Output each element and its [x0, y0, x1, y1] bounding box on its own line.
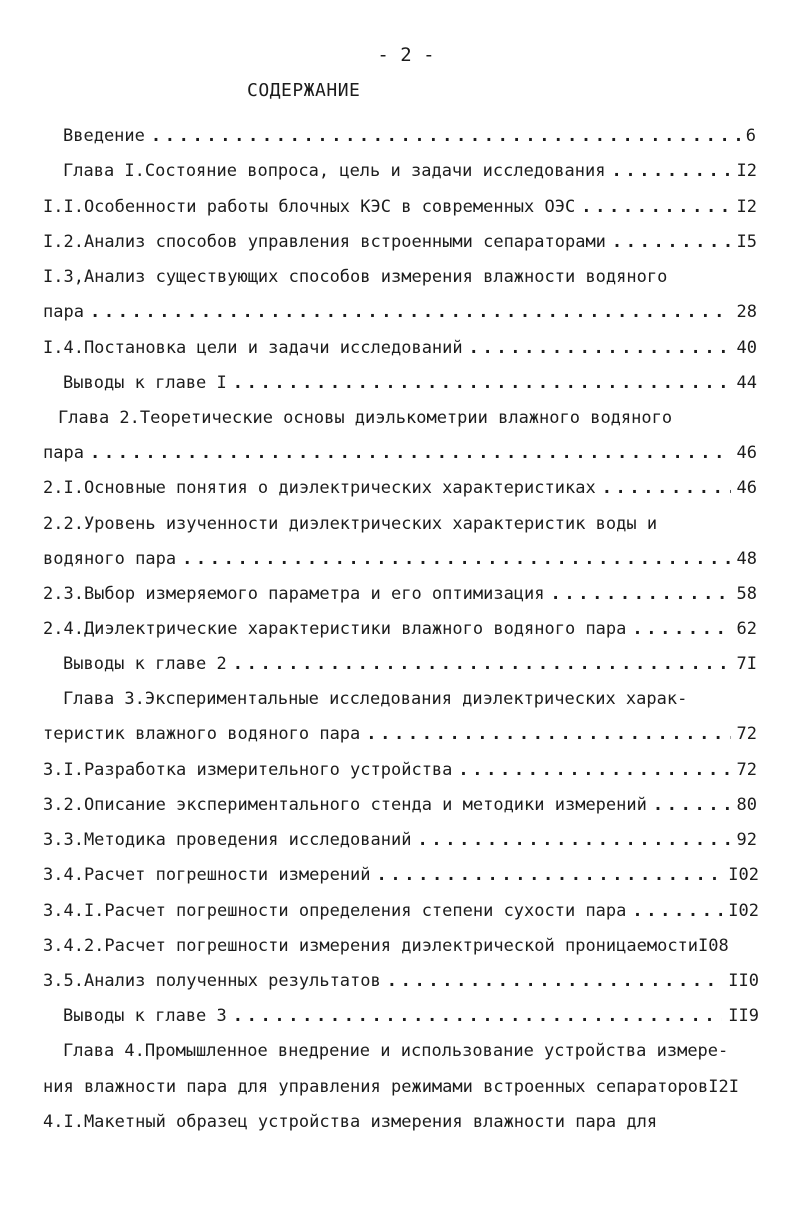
toc-entry-text: 3.5.Анализ полученных результатов — [43, 971, 381, 991]
toc-page: I2I — [708, 1077, 739, 1097]
leader-dots — [182, 548, 730, 570]
toc-entry — [63, 160, 757, 182]
toc-entry — [43, 266, 757, 288]
leader-dots — [581, 196, 730, 218]
toc-page: II0 — [728, 971, 759, 991]
toc-entry — [58, 407, 757, 429]
toc-entry-text: теристик влажного водяного пара — [43, 724, 361, 744]
leader-dots — [366, 723, 730, 745]
toc-entry-text: 3.I.Разработка измерительного устройства — [43, 760, 453, 780]
toc-entry-text: Глава 4.Промышленное внедрение и использование устройства измере- — [63, 1041, 729, 1061]
toc-entry-text: 3.2.Описание экспериментального стенда и методики измерений — [43, 795, 647, 815]
toc-page: 72 — [736, 760, 757, 780]
leader-dots — [612, 231, 731, 253]
toc-entry-text: Выводы к главе 3 — [63, 1006, 227, 1026]
toc-page: 40 — [736, 338, 757, 358]
leader-dots — [377, 864, 723, 886]
page-number: - 2 - — [377, 44, 435, 66]
toc-entry-text: 4.I.Макетный образец устройства измерения влажности пара для — [43, 1112, 658, 1132]
toc-entry-text: I.2.Анализ способов управления встроенными сепараторами — [43, 232, 606, 252]
toc-entry-text: 2.2.Уровень изученности диэлектрических характеристик воды и — [43, 514, 658, 534]
toc-entry-text: Глава 2.Теоретические основы диэлькометрии влажного водяного — [58, 408, 673, 428]
leader-dots — [653, 794, 731, 816]
toc-page: I08 — [698, 936, 729, 956]
toc-entry — [43, 513, 757, 535]
toc-entry — [43, 829, 757, 851]
toc-page: 28 — [736, 302, 757, 322]
leader-dots — [602, 477, 731, 499]
toc-entry — [43, 970, 759, 992]
toc-entry-text: I.4.Постановка цели и задачи исследований — [43, 338, 463, 358]
leader-dots — [90, 442, 731, 464]
toc-page: 62 — [736, 619, 757, 639]
leader-dots — [551, 583, 731, 605]
toc-entry — [43, 1076, 783, 1098]
toc-entry-text: пара — [43, 302, 84, 322]
leader-dots — [632, 900, 722, 922]
toc-entry — [43, 196, 757, 218]
leader-dots — [469, 337, 731, 359]
toc-page: 44 — [736, 373, 757, 393]
toc-entry — [63, 372, 757, 394]
toc-entry — [43, 935, 783, 957]
toc-page: 58 — [736, 584, 757, 604]
toc-page: I02 — [728, 865, 759, 885]
toc-entry — [43, 442, 757, 464]
leader-dots — [90, 301, 731, 323]
toc-page: I5 — [736, 232, 757, 252]
toc-entry — [43, 1111, 757, 1133]
toc-entry — [43, 759, 757, 781]
leader-dots — [387, 970, 723, 992]
toc-page: 92 — [736, 830, 757, 850]
toc-entry — [63, 688, 757, 710]
toc-entry — [63, 1040, 783, 1062]
toc-entry-text: 3.4.Расчет погрешности измерений — [43, 865, 371, 885]
toc-entry — [43, 477, 757, 499]
toc-entry-text: водяного пара — [43, 549, 177, 569]
toc-entry — [43, 583, 757, 605]
toc-entry — [43, 723, 757, 745]
toc-entry-text: пара — [43, 443, 84, 463]
toc-entry — [63, 125, 756, 147]
toc-entry — [63, 653, 757, 675]
toc-entry-text: 2.4.Диэлектрические характеристики влажного водяного пара — [43, 619, 627, 639]
toc-entry — [43, 337, 757, 359]
toc-page: 7I — [736, 654, 757, 674]
leader-dots — [233, 1005, 723, 1027]
toc-entry-text: Глава I.Состояние вопроса, цель и задачи исследования — [63, 161, 606, 181]
toc-entry-text: 2.I.Основные понятия о диэлектрических характеристиках — [43, 478, 596, 498]
toc-page: 46 — [736, 478, 757, 498]
toc-page: II9 — [728, 1006, 759, 1026]
toc-entry-text: I.3,Анализ существующих способов измерения влажности водяного — [43, 267, 668, 287]
leader-dots — [233, 372, 731, 394]
toc-entry-text: 3.3.Методика проведения исследований — [43, 830, 412, 850]
toc-entry-text: Выводы к главе 2 — [63, 654, 227, 674]
toc-entry — [63, 1005, 759, 1027]
toc-page: I2 — [736, 197, 757, 217]
toc-entry — [43, 900, 759, 922]
leader-dots — [632, 618, 730, 640]
toc-page: 80 — [736, 795, 757, 815]
toc-entry-text: Выводы к главе I — [63, 373, 227, 393]
toc-entry — [43, 301, 757, 323]
toc-page: 46 — [736, 443, 757, 463]
toc-page: I02 — [728, 901, 759, 921]
toc-entry — [43, 548, 757, 570]
leader-dots — [233, 653, 731, 675]
leader-dots — [151, 125, 740, 147]
toc-page: I2 — [736, 161, 757, 181]
toc-entry-text: Глава 3.Экспериментальные исследования диэлектрических харак- — [63, 689, 688, 709]
toc-page: 6 — [745, 126, 756, 146]
toc-entry-text: 2.3.Выбор измеряемого параметра и его оптимизация — [43, 584, 545, 604]
toc-entry — [43, 231, 757, 253]
toc-entry-text: I.I.Особенности работы блочных КЭС в современных ОЭС — [43, 197, 576, 217]
toc-page: 48 — [736, 549, 757, 569]
toc-entry — [43, 618, 757, 640]
toc-page: 72 — [736, 724, 757, 744]
toc-entry — [43, 864, 759, 886]
leader-dots — [611, 160, 730, 182]
toc-entry-text: Введение — [63, 126, 145, 146]
toc-entry — [43, 794, 757, 816]
toc-entry-text: 3.4.2.Расчет погрешности измерения диэлектрической проницаемости — [43, 936, 699, 956]
toc-entry-text: 3.4.I.Расчет погрешности определения степени сухости пара — [43, 901, 627, 921]
leader-dots — [417, 829, 730, 851]
toc-entry-text: ния влажности пара для управления режимами встроенных сепараторов — [43, 1077, 709, 1097]
leader-dots — [458, 759, 730, 781]
page-title: СОДЕРЖАНИЕ — [247, 80, 361, 101]
